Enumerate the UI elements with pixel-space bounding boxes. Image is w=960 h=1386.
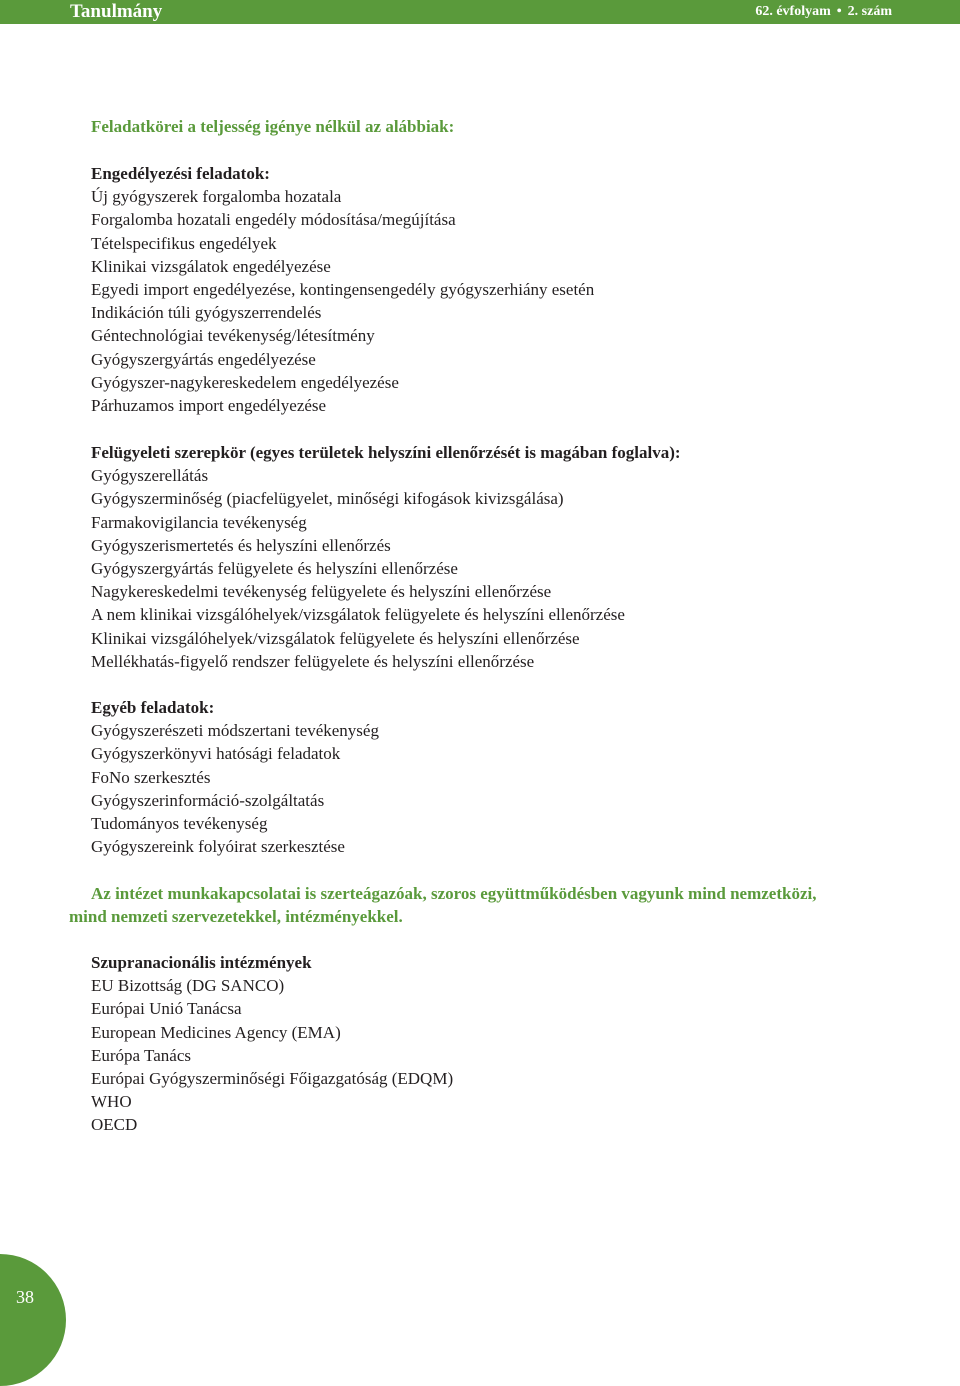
list-item: WHO — [91, 1092, 132, 1112]
relations-line-2: mind nemzeti szervezetekkel, intézményekkel. — [69, 907, 403, 926]
relations-paragraph — [69, 882, 899, 928]
list-item: Gyógyszerismertetés és helyszíni ellenőrzés — [91, 535, 391, 555]
list-item: Gyógyszerkönyvi hatósági feladatok — [91, 744, 341, 764]
page-number-badge — [0, 1254, 66, 1386]
list-item: Gyógyszereink folyóirat szerkesztése — [91, 837, 345, 857]
list-item: A nem klinikai vizsgálóhelyek/vizsgálatok felügyelete és helyszíni ellenőrzése — [91, 605, 625, 625]
list-item: Európai Gyógyszerminőségi Főigazgatóság (EDQM) — [91, 1069, 454, 1089]
issue-info — [755, 0, 892, 24]
list-item: Nagykereskedelmi tevékenység felügyelete és helyszíni ellenőrzése — [91, 582, 552, 602]
list-item: Gyógyszerinformáció-szolgáltatás — [91, 790, 325, 810]
list-item: Európa Tanács — [91, 1045, 191, 1065]
list-item: Gyógyszerminőség (piacfelügyelet, minőségi kifogások kivizsgálása) — [91, 489, 564, 509]
other-list — [91, 719, 921, 858]
relations-line-1: Az intézet munkakapcsolatai is szerteágazóak, szoros együttműködésben vagyunk mind nemzetközi, — [91, 884, 817, 903]
supranational-section — [91, 951, 921, 1137]
other-section — [91, 696, 921, 858]
other-heading: Egyéb feladatok: — [91, 698, 215, 717]
list-item: Klinikai vizsgálóhelyek/vizsgálatok felügyelete és helyszíni ellenőrzése — [91, 628, 580, 648]
list-item: Gyógyszer-nagykereskedelem engedélyezése — [91, 372, 399, 392]
list-item: Európai Unió Tanácsa — [91, 999, 242, 1019]
header-bar — [0, 0, 960, 24]
list-item: Gyógyszerellátás — [91, 466, 209, 486]
list-item: Gyógyszergyártás felügyelete és helyszíni ellenőrzése — [91, 559, 458, 579]
list-item: Gyógyszerészeti módszertani tevékenység — [91, 721, 379, 741]
list-item: OECD — [91, 1115, 138, 1135]
list-item: European Medicines Agency (EMA) — [91, 1022, 341, 1042]
list-item: Egyedi import engedélyezése, kontingensengedély gyógyszerhiány esetén — [91, 280, 595, 300]
list-item: FoNo szerkesztés — [91, 767, 211, 787]
section-title: Tanulmány — [70, 1, 163, 22]
list-item: Farmakovigilancia tevékenység — [91, 512, 307, 532]
separator-dot: • — [836, 4, 842, 19]
list-item: Klinikai vizsgálatok engedélyezése — [91, 256, 331, 276]
volume-label: 62. évfolyam — [755, 4, 831, 19]
licensing-section — [91, 162, 921, 417]
list-item: EU Bizottság (DG SANCO) — [91, 976, 285, 996]
list-item: Párhuzamos import engedélyezése — [91, 396, 327, 416]
supervision-heading: Felügyeleti szerepkör (egyes területek helyszíni ellenőrzését is magában foglalva): — [91, 443, 681, 462]
licensing-list — [91, 185, 921, 417]
supervision-section — [91, 441, 921, 673]
supervision-list — [91, 464, 921, 673]
list-item: Tudományos tevékenység — [91, 814, 268, 834]
supranational-heading: Szupranacionális intézmények — [91, 953, 312, 972]
list-item: Gyógyszergyártás engedélyezése — [91, 349, 316, 369]
list-item: Új gyógyszerek forgalomba hozatala — [91, 187, 342, 207]
list-item: Forgalomba hozatali engedély módosítása/megújítása — [91, 210, 456, 230]
list-item: Indikáción túli gyógyszerrendelés — [91, 303, 322, 323]
list-item: Mellékhatás-figyelő rendszer felügyelete és helyszíni ellenőrzése — [91, 651, 535, 671]
page-number: 38 — [16, 1287, 34, 1307]
supranational-list — [91, 974, 921, 1136]
issue-label: 2. szám — [847, 4, 892, 19]
list-item: Tételspecifikus engedélyek — [91, 233, 277, 253]
licensing-heading: Engedélyezési feladatok: — [91, 164, 270, 183]
list-item: Géntechnológiai tevékenység/létesítmény — [91, 326, 375, 346]
intro-heading: Feladatkörei a teljesség igénye nélkül az alábbiak: — [91, 117, 455, 136]
